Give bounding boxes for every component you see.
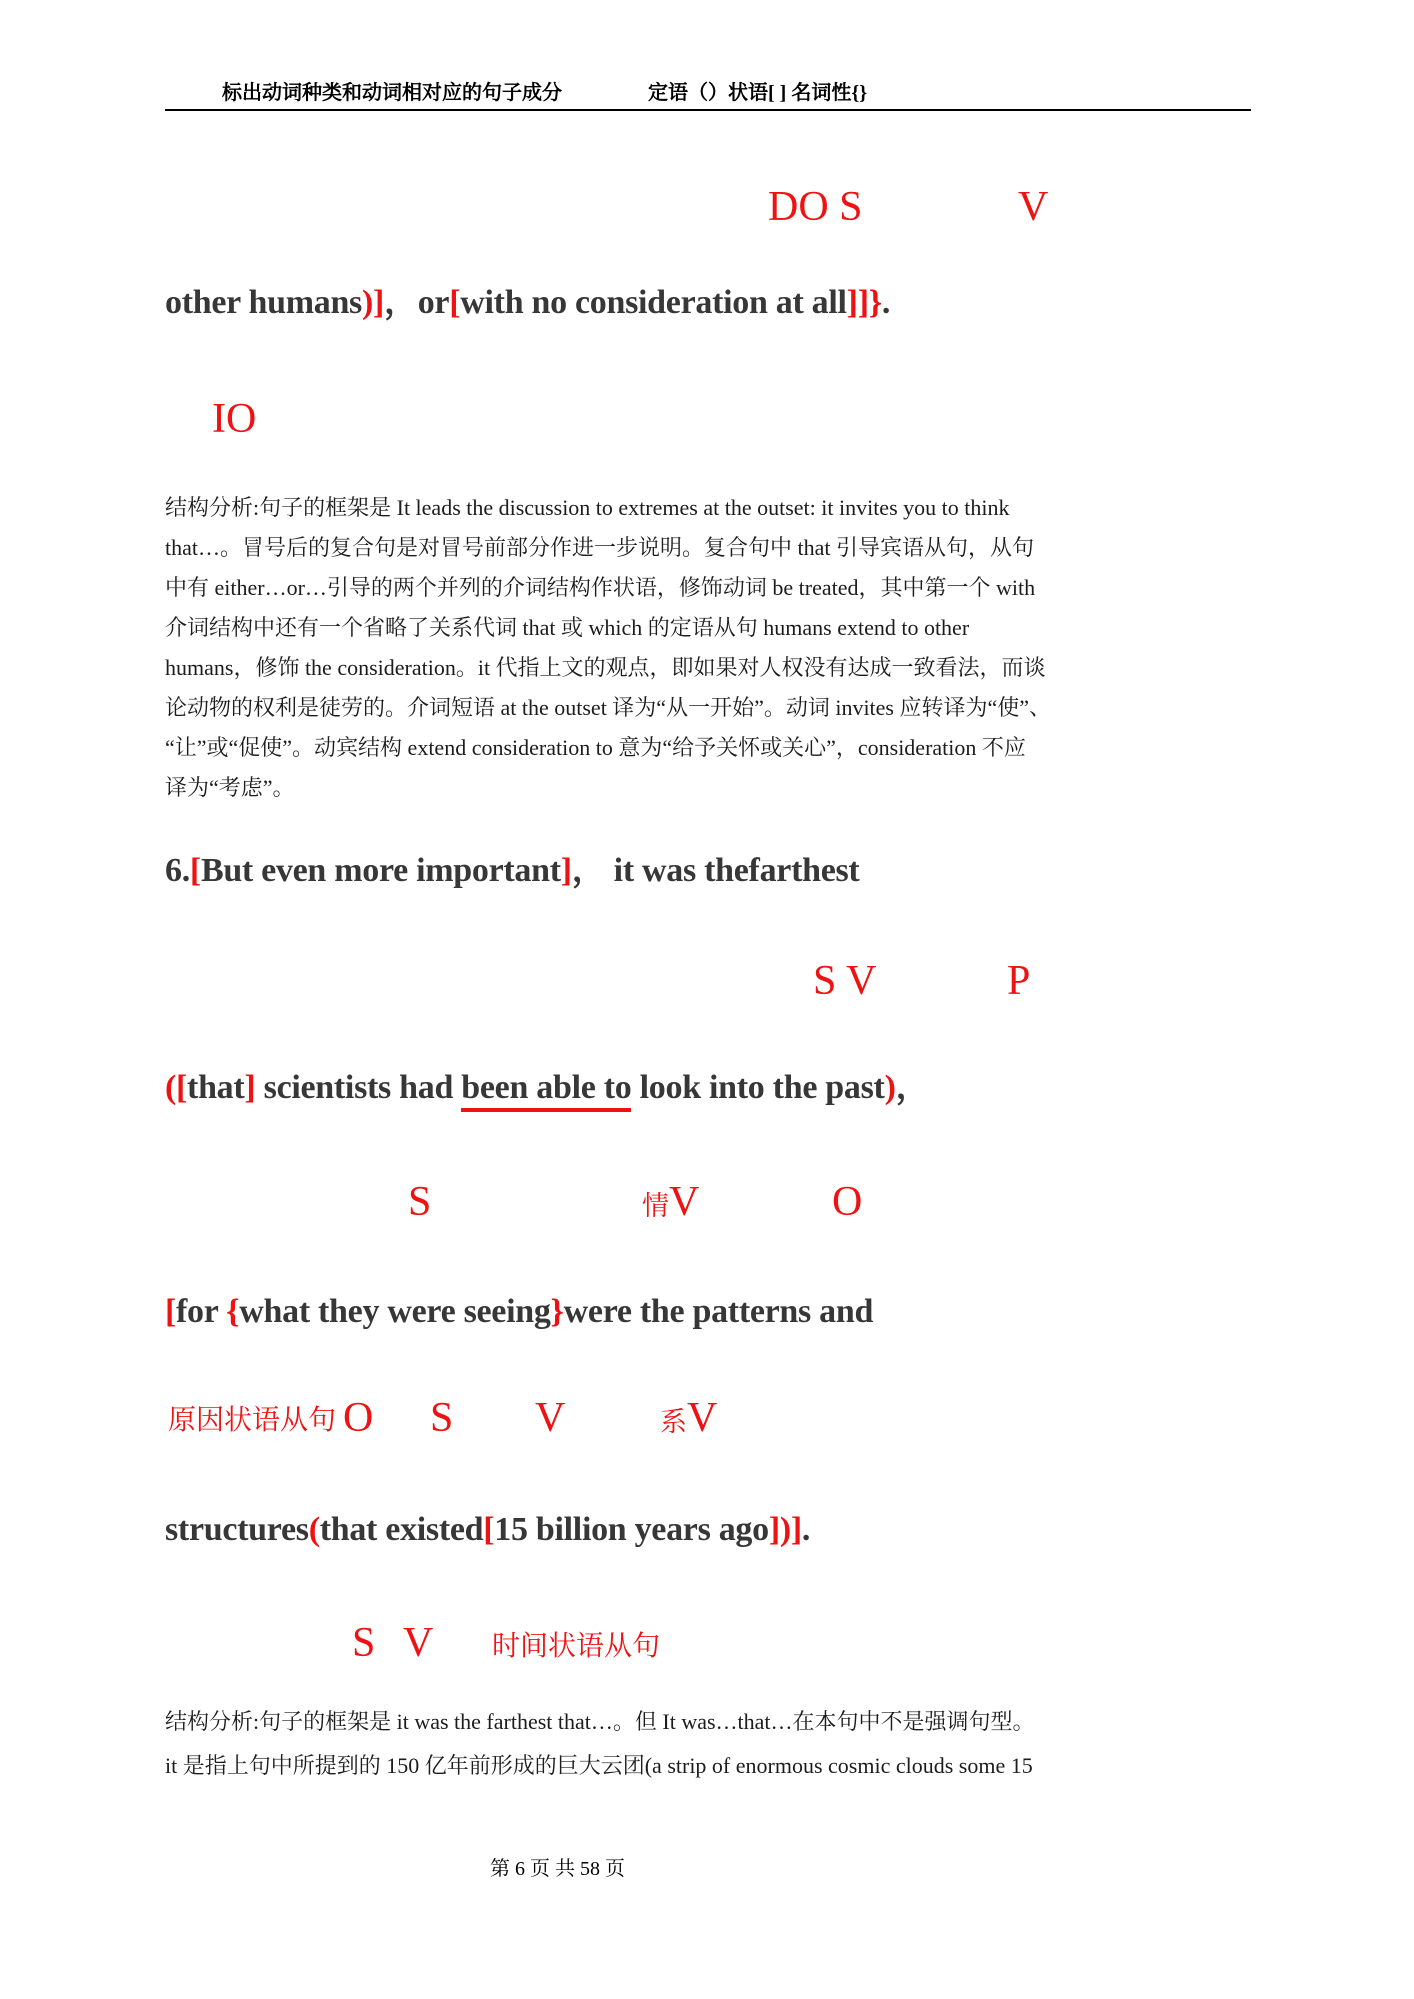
text-segment: ， it was thefarthest — [571, 852, 860, 889]
analysis-line: 译为“考虑”。 — [165, 775, 295, 800]
bracket-marker: )] — [361, 284, 385, 321]
bracket-marker: ]]} — [846, 284, 882, 321]
bracket-marker: [ — [483, 1511, 495, 1548]
analysis-paragraph-item6 — [165, 1700, 1257, 1788]
analysis-line: that…。冒号后的复合句是对冒号前部分作进一步说明。复合句中 that 引导宾语从句，从句 — [165, 535, 1034, 560]
text-segment: for — [176, 1293, 227, 1330]
annotation-xi-v — [660, 1397, 717, 1439]
text-segment: . — [801, 1511, 811, 1548]
bracket-marker: [ — [165, 1293, 177, 1330]
bracket-marker: ( — [308, 1511, 320, 1548]
sentence-6-heading — [165, 849, 859, 893]
annotation-do-s: DO S — [768, 184, 863, 230]
analysis-paragraph-item5 — [165, 488, 1257, 808]
header-rule — [165, 109, 1251, 111]
annotation-xi-v-letter: V — [687, 1395, 718, 1441]
text-segment: But even more important — [200, 852, 561, 889]
text-segment: scientists had — [255, 1069, 462, 1106]
analysis-line: “让”或“促使”。动宾结构 extend consideration to 意为“给予关怀或关心”，consideration 不应 — [165, 735, 1026, 760]
text-segment: were the patterns and — [563, 1293, 874, 1330]
bracket-marker: ([ — [165, 1069, 188, 1106]
text-segment: ，or — [384, 284, 450, 321]
analysis-line: 介词结构中还有一个省略了关系代词 that 或 which 的定语从句 humans extend to other — [165, 615, 970, 640]
annotation-s-v: S V — [813, 958, 877, 1004]
annotation-o: O — [832, 1179, 863, 1225]
analysis-line: 结构分析:句子的框架是 it was the farthest that…。但 It was…that…在本句中不是强调句型。 — [165, 1709, 1035, 1734]
bracket-marker: } — [550, 1293, 564, 1330]
sentence-that-scientists — [165, 1066, 929, 1110]
annotation-xi-label: 系 — [660, 1407, 687, 1437]
text-segment: been able to — [461, 1069, 631, 1112]
annotation-v: V — [403, 1620, 434, 1666]
bracket-marker: ] — [560, 852, 572, 889]
annotation-p: P — [1007, 958, 1031, 1004]
analysis-line: 中有 either…or…引导的两个并列的介词结构作状语，修饰动词 be treated，其中第一个 with — [165, 575, 1036, 600]
header-right-legend: 定语（）状语[ ] 名词性{} — [648, 82, 868, 104]
page-number: 第 6 页 共 58 页 — [490, 1858, 625, 1880]
text-segment: what they were seeing — [239, 1293, 551, 1330]
annotation-qing-label: 情 — [642, 1191, 669, 1221]
annotation-v: V — [1018, 184, 1049, 230]
bracket-marker: { — [226, 1293, 240, 1330]
analysis-line: 结构分析:句子的框架是 It leads the discussion to extremes at the outset: it invites you to think — [165, 495, 1010, 520]
annotation-s: S — [408, 1179, 432, 1225]
text-segment: look into the past — [631, 1069, 885, 1106]
text-segment: with no consideration at all — [460, 284, 847, 321]
annotation-time-clause-label: 时间状语从句 — [492, 1631, 661, 1662]
text-segment: 15 billion years ago — [494, 1511, 769, 1548]
text-segment: that existed — [319, 1511, 484, 1548]
sentence-other-humans — [165, 281, 890, 325]
analysis-line: humans，修饰 the consideration。it 代指上文的观点，即如果对人权没有达成一致看法，而谈 — [165, 655, 1046, 680]
annotation-reason-clause-label: 原因状语从句 — [168, 1405, 337, 1436]
bracket-marker: ])] — [768, 1511, 802, 1548]
bracket-marker: [ — [449, 284, 461, 321]
annotation-o: O — [343, 1395, 374, 1441]
analysis-line: 论动物的权利是徒劳的。介词短语 at the outset 译为“从一开始”。动词 invites 应转译为“使”、 — [165, 695, 1052, 720]
text-segment: structures — [165, 1511, 309, 1548]
bracket-marker: ) — [884, 1069, 896, 1106]
text-segment: . — [881, 284, 891, 321]
text-segment: 6. — [165, 852, 190, 889]
text-segment: ， — [895, 1069, 930, 1106]
text-segment: that — [187, 1069, 245, 1106]
header-left-title: 标出动词种类和动词相对应的句子成分 — [222, 82, 562, 104]
annotation-s: S — [430, 1395, 454, 1441]
annotation-io: IO — [212, 396, 257, 442]
analysis-line: it 是指上句中所提到的 150 亿年前形成的巨大云团(a strip of enormous cosmic clouds some 15 — [165, 1753, 1033, 1778]
bracket-marker: [ — [189, 852, 201, 889]
annotation-s: S — [352, 1620, 376, 1666]
sentence-structures — [165, 1508, 810, 1552]
annotation-qing-v — [642, 1181, 699, 1223]
text-segment: other humans — [165, 284, 362, 321]
sentence-for-what — [165, 1290, 873, 1334]
annotation-qing-v-letter: V — [669, 1179, 700, 1225]
bracket-marker: ] — [244, 1069, 256, 1106]
annotation-v: V — [535, 1395, 566, 1441]
